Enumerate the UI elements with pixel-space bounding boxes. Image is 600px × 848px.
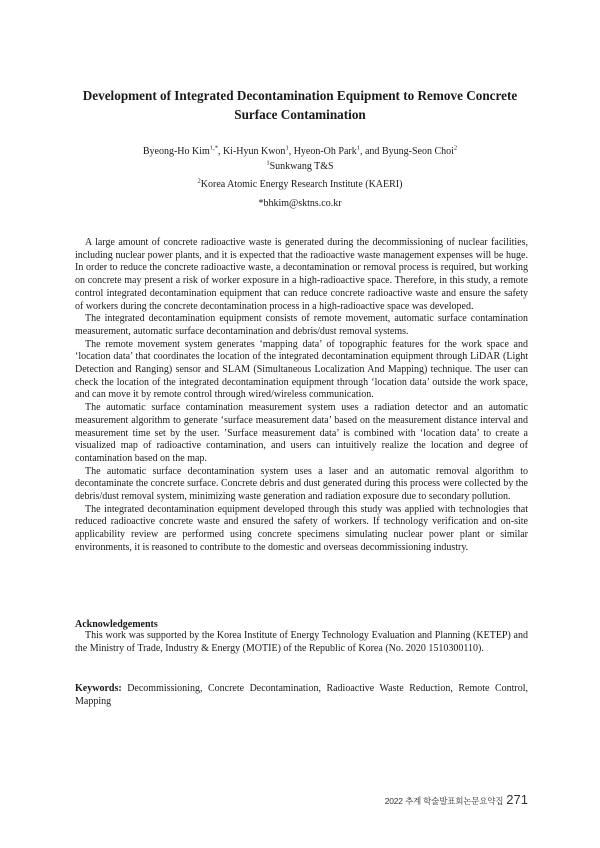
author-name: Hyeon-Oh Park	[293, 146, 357, 157]
corresponding-email[interactable]: *bhkim@sktns.co.kr	[258, 198, 342, 209]
abstract-paragraph: The integrated decontamination equipment developed through this study was applied with technologies that reduced radioactive concrete waste and ensured the safety of workers. If technology verification and on-site applicability review are performed using concrete specimens simulating nuclear power plant or similar environments, it is reasoned to contribute to the domestic and overseas decommissioning industry.	[75, 503, 528, 553]
affiliation-text: Korea Atomic Energy Research Institute (KAERI)	[200, 179, 403, 190]
title-line-2: Surface Contamination	[234, 107, 366, 122]
title-line-1: Development of Integrated Decontamination Equipment to Remove Concrete	[82, 88, 518, 103]
page-number: 271	[506, 792, 528, 807]
affiliation-2	[0, 178, 600, 191]
keywords-text: Decommissioning, Concrete Decontamination, Radioactive Waste Reduction, Remote Control, Mapping	[75, 683, 529, 707]
keywords	[75, 683, 528, 708]
author-list	[0, 145, 600, 158]
abstract-paragraph: A large amount of concrete radioactive waste is generated during the decommissioning of nuclear facilities, including nuclear power plants, and it is expected that the radioactive waste management expenses will be huge. In order to reduce the concrete radioactive waste, a decontamination or removal process is required, but working on concrete may present a risk of worker exposure in a high-radioactive space. Therefore, in this study, a remote control integrated decontamination equipment that can reduce concrete radioactive waste and ensure the safety of workers during the concrete decontamination process in a high-radioactive space was developed.	[75, 237, 528, 312]
author-separator: ,	[217, 146, 223, 157]
affiliation-text: Sunkwang T&S	[269, 161, 334, 172]
acknowledgements-heading: Acknowledgements	[75, 619, 158, 630]
author-sup: 1,*	[209, 144, 218, 152]
author-sup: 2	[453, 144, 458, 152]
abstract	[75, 237, 528, 555]
affiliation-1	[0, 160, 600, 173]
affiliation-sup: 1	[266, 159, 270, 167]
author-name: Ki-Hyun Kwon	[222, 146, 286, 157]
keywords-label: Keywords:	[75, 683, 122, 694]
page-footer	[385, 792, 528, 807]
author-separator: , and	[359, 146, 382, 157]
abstract-paragraph: The automatic surface contamination measurement system uses a radiation detector and an automatic measurement algorithm to generate ‘surface measurement data’ based on the measurement distance interval and measurement time set by the user. ’Surface measurement data’ is combined with ‘location data’ to create a visualized map of radioactive contamination, and users can intuitively realize the location and degree of contamination based on the map.	[75, 402, 528, 464]
author-separator: ,	[288, 146, 294, 157]
author-sup: 1	[356, 144, 360, 152]
proceedings-title: 2022 추계 학술발표회논문요약집	[384, 796, 504, 806]
author-name: Byung-Seon Choi	[381, 146, 454, 157]
abstract-paragraph: The remote movement system generates ‘mapping data’ of topographic features for the work space and ‘location data’ that coordinates the location of the integrated decontamination equipment through LiDAR (Light Detection and Ranging) sensor and SLAM (Simultaneous Localization And Mapping) technique. The user can check the location of the integrated decontamination equipment through ‘location data’ outside the work space, and can move it by remote control through wired/wireless communication.	[75, 338, 528, 401]
abstract-paragraph: The integrated decontamination equipment consists of remote movement, automatic surface contamination measurement, automatic surface decontamination and debris/dust removal systems.	[75, 313, 528, 337]
abstract-paragraph: The automatic surface decontamination system uses a laser and an automatic removal algorithm to decontaminate the concrete surface. Concrete debris and dust generated during this process were collected by the debris/dust removal system, minimizing waste generation and radiation exposure due to secondary pollution.	[75, 465, 528, 503]
affiliation-sup: 2	[197, 177, 201, 185]
acknowledgements-body: This work was supported by the Korea Institute of Energy Technology Evaluation and Planning (KETEP) and the Ministry of Trade, Industry & Energy (MOTIE) of the Republic of Korea (No. 2020 1510300110).	[75, 630, 528, 654]
paper-title	[60, 86, 540, 124]
author-sup: 1	[285, 144, 289, 152]
author-name: Byeong-Ho Kim	[142, 146, 210, 157]
